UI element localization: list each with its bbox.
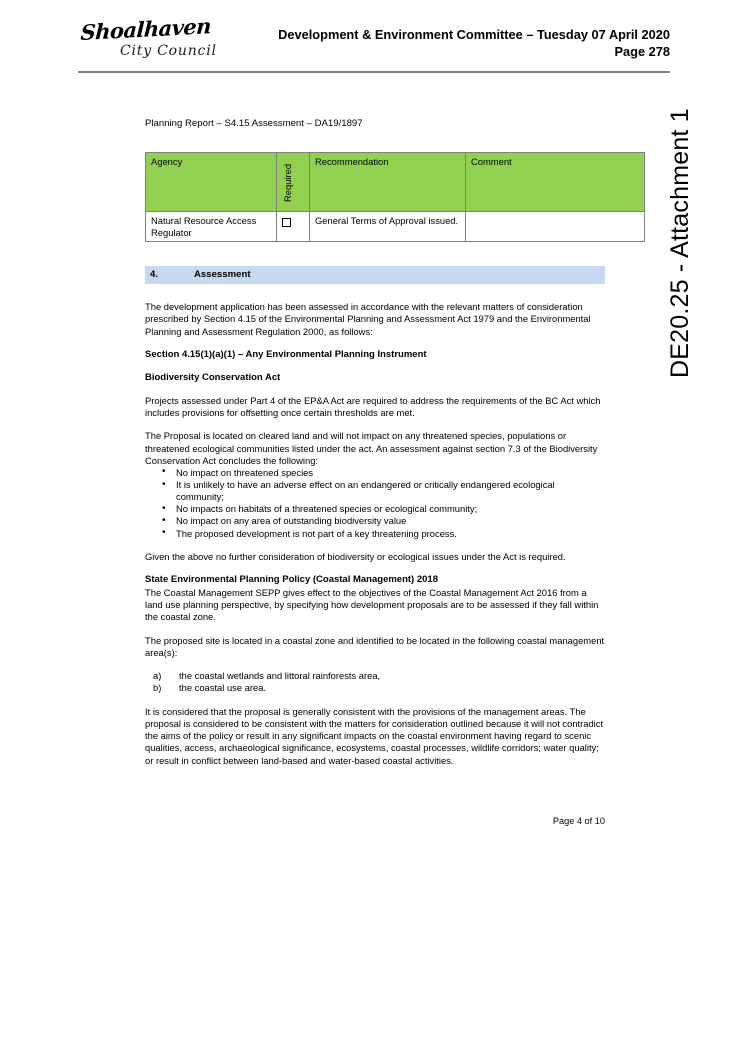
header-page-number: Page 278: [614, 44, 670, 59]
logo-wordmark: Shoalhaven: [80, 13, 212, 46]
table-header-recommendation: Recommendation: [310, 153, 466, 212]
header-divider-rule: [78, 71, 670, 73]
table-header-row: [146, 153, 645, 212]
bc-assessment-bullet-list: [145, 467, 605, 540]
cell-comment: [466, 212, 645, 242]
section-heading-assessment: [145, 266, 605, 284]
table-header-comment: Comment: [466, 153, 645, 212]
table-header-required-label: Required: [282, 164, 293, 203]
list-item: [153, 669, 605, 683]
bc-paragraph-2: The Proposal is located on cleared land and will not impact on any threatened species, populations or threatened ecological communities listed under the act. An assessment against section 7.3 of the Biodiversity Conservation Act concludes the following:: [145, 430, 598, 466]
bc-paragraph-1: Projects assessed under Part 4 of the EP&A Act are required to address the requirements of the BC Act which includes provisions for offsetting once certain thresholds are met.: [145, 395, 601, 419]
header-title-block: [278, 26, 670, 60]
page-header: [78, 13, 670, 70]
table-header-required: [277, 153, 310, 212]
list-item: • No impacts on habitats of a threatened species or ecological community;: [176, 503, 605, 515]
report-subject-line: Planning Report – S4.15 Assessment – DA19/1897: [145, 118, 363, 129]
list-item-label: the coastal wetlands and littoral rainforests area,: [179, 669, 381, 681]
table-header-agency: Agency: [146, 153, 277, 212]
intro-paragraph: The development application has been assessed in accordance with the relevant matters of consideration prescribed by Section 4.15 of the Environmental Planning and Assessment Act 1979 and the Environmental Planning and Assessment Regulation 2000, as follows:: [145, 301, 591, 337]
list-item-marker: b): [153, 682, 162, 694]
sepp-paragraph-1: The Coastal Management SEPP gives effect to the objectives of the Coastal Management Act 2016 from a land use planning perspective, by specifying how development proposals are to be assessed if they fall within the coastal zone.: [145, 587, 599, 623]
checkbox-icon[interactable]: [282, 218, 291, 227]
committee-title: Development & Environment Committee – Tuesday 07 April 2020: [278, 27, 670, 42]
list-item: • No impact on threatened species: [176, 467, 605, 479]
list-item: • No impact on any area of outstanding biodiversity value: [176, 515, 605, 527]
attachment-side-label: DE20.25 - Attachment 1: [666, 108, 694, 378]
sepp-paragraph-3: It is considered that the proposal is generally consistent with the provisions of the management areas. The proposal is considered to be consistent with the matters for consideration outlined because it will not contradict the aims of the policy or result in any significant impacts on the coastal environment having regard to scenic qualities, access, archaeological significance, ecosystems, coastal processes, wildlife corridors; water quality; or result in conflict between land-based and water-based coastal activities.: [145, 705, 604, 766]
cell-required-checkbox[interactable]: [277, 212, 310, 242]
table-row: [146, 212, 645, 242]
section-number: 4.: [150, 269, 159, 281]
list-item: [153, 682, 605, 695]
list-item-marker: a): [153, 669, 162, 681]
document-body: [145, 118, 605, 778]
heading-section-4151a1: Section 4.15(1)(a)(1) – Any Environmental Planning Instrument: [145, 348, 427, 360]
page-footer: Page 4 of 10: [552, 816, 605, 826]
coastal-management-area-list: [145, 670, 605, 695]
bc-paragraph-3: Given the above no further consideration of biodiversity or ecological issues under the Act is required.: [145, 550, 566, 562]
list-item: • It is unlikely to have an adverse effect on an endangered or critically endangered ecological community;: [176, 479, 605, 503]
agency-referral-table: [145, 152, 645, 242]
sepp-paragraph-2: The proposed site is located in a coastal zone and identified to be located in the following coastal management area(s):: [145, 634, 605, 658]
list-item: • The proposed development is not part of a key threatening process.: [176, 528, 605, 540]
heading-coastal-management-sepp: State Environmental Planning Policy (Coastal Management) 2018: [145, 573, 438, 585]
heading-biodiversity-conservation-act: Biodiversity Conservation Act: [145, 371, 281, 383]
cell-recommendation: General Terms of Approval issued.: [310, 212, 466, 242]
logo-subtitle: City Council: [120, 43, 217, 59]
shoalhaven-city-council-logo: [78, 13, 228, 68]
cell-agency-name: Natural Resource Access Regulator: [146, 212, 277, 242]
section-title: Assessment: [194, 269, 251, 281]
list-item-label: the coastal use area.: [179, 682, 267, 694]
